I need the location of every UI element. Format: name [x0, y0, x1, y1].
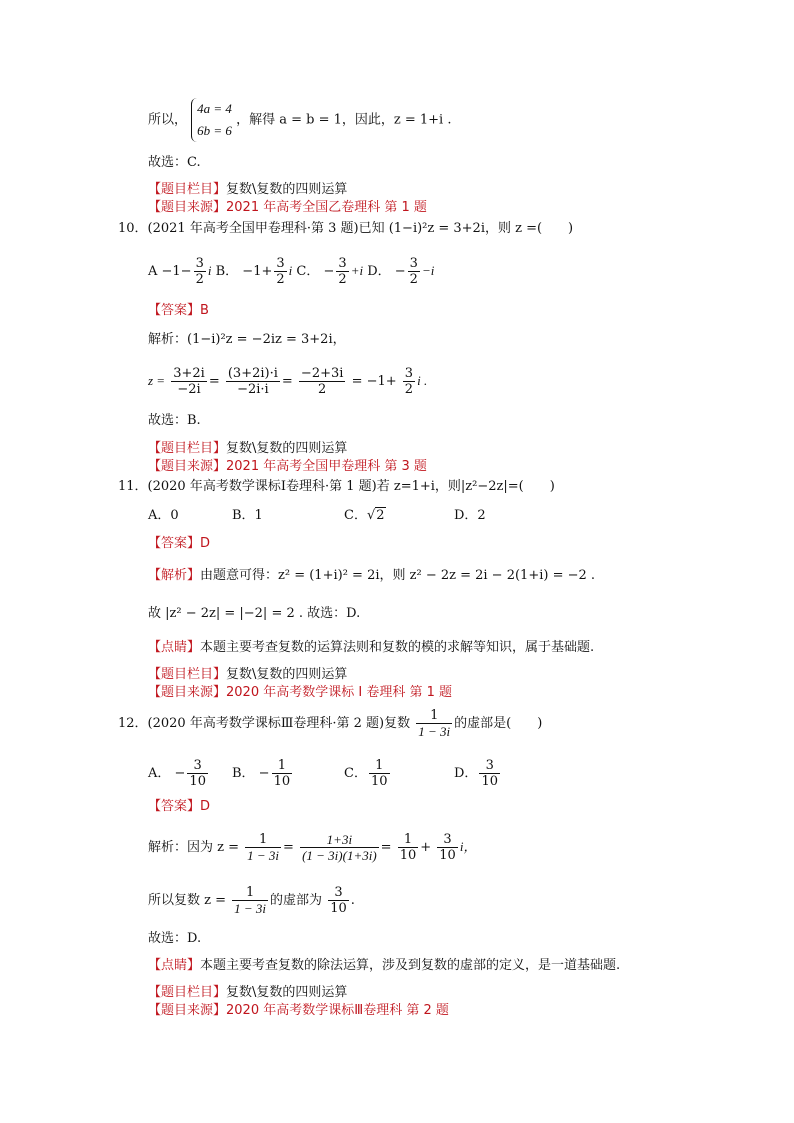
- q12-column: [148, 984, 347, 1002]
- fraction-numerator: 1+3i: [300, 832, 379, 848]
- option-d: [367, 256, 434, 287]
- text-fragment: D: [200, 536, 211, 551]
- text-fragment: D: [200, 799, 211, 814]
- q12-options: [148, 758, 608, 798]
- fraction: [274, 256, 286, 287]
- option-b: [216, 256, 293, 287]
- q11-column: [148, 666, 347, 684]
- fraction-denominator: 2: [195, 272, 204, 287]
- fraction: [272, 758, 293, 789]
- fraction-numerator: 3: [195, 256, 204, 271]
- text-fragment: = −1+: [351, 374, 397, 389]
- q10-options: [148, 256, 434, 287]
- fraction: [403, 366, 415, 397]
- fraction-denominator: 1 − 3i: [418, 724, 451, 739]
- fraction-numerator: 3: [404, 366, 414, 381]
- text-fragment: 2020 年高考数学课标Ⅲ卷理科 第 2 题: [226, 1003, 449, 1018]
- text-fragment: 【点睛】: [148, 958, 201, 973]
- q11-tip: [148, 639, 594, 657]
- fraction: [187, 758, 208, 789]
- fraction-numerator: 3: [328, 885, 349, 901]
- fraction: [171, 366, 207, 397]
- text-fragment: 本题主要考查复数的除法运算，涉及到复数的虚部的定义，是一道基础题.: [200, 958, 621, 973]
- math-text: i: [288, 263, 293, 278]
- fraction: [336, 256, 348, 287]
- math-text: A −1−: [148, 264, 192, 279]
- text-fragment: 【题目栏目】: [148, 985, 227, 1000]
- fraction-numerator: 3: [276, 256, 285, 271]
- fraction-numerator: 1: [369, 758, 390, 774]
- q11-stem: [118, 478, 555, 496]
- text-fragment: 【点睛】: [148, 640, 201, 655]
- text-fragment: 2: [376, 508, 385, 523]
- q10-stem: [118, 220, 573, 238]
- fraction-denominator: 10: [189, 774, 206, 789]
- fraction-numerator: 3+2i: [173, 366, 205, 381]
- fraction-denominator: 10: [330, 901, 347, 916]
- sys-row: 6b = 6: [197, 123, 232, 138]
- q10-choose: 故选：B.: [148, 413, 201, 428]
- text-fragment: C．: [344, 766, 367, 781]
- option-a: A．0: [148, 508, 179, 523]
- fraction-numerator: (3+2i)·i: [227, 366, 278, 381]
- equation-system: [191, 98, 232, 142]
- q12-solution-1: 解析：因为 z = $\frac{1}{1 - 3i}$ = $\frac{1+3i}{(1 - 3i)(1+3i)}$ = $\frac{1}{10}$ + $\frac{3}{10}$ i，: [148, 832, 477, 863]
- fraction-denominator: 10: [370, 774, 388, 789]
- q12-source: [148, 1002, 449, 1020]
- q11-explanation-2: 故 |z² − 2z| = |−2| = 2 . 故选：D.: [148, 606, 361, 621]
- q10-answer: [148, 302, 209, 320]
- fraction-denominator: 10: [481, 774, 498, 789]
- fraction: [245, 832, 281, 863]
- fraction-denominator: 1 − 3i: [247, 848, 280, 863]
- math-text: B． −1+: [215, 264, 273, 279]
- q9-source: [148, 199, 427, 217]
- question-stem: (2021 年高考全国甲卷理科·第 3 题)已知 (1−i)²z = 3+2i，则 z =( ): [147, 221, 574, 236]
- text-fragment: 【题目来源】: [148, 1003, 227, 1018]
- text-fragment: 【答案】: [148, 799, 201, 814]
- column-label: 【题目栏目】: [148, 182, 227, 197]
- option-a: [148, 256, 211, 287]
- fraction-numerator: 3: [479, 758, 500, 774]
- option-a: [148, 758, 210, 789]
- source-text: 2021 年高考全国乙卷理科 第 1 题: [226, 200, 427, 215]
- fraction: [328, 885, 349, 916]
- text-fragment: 的虚部是( ): [454, 716, 543, 731]
- text-fragment: A． −: [148, 766, 186, 781]
- q11-answer: [148, 535, 210, 553]
- q9-choose: 故选：C.: [148, 155, 201, 170]
- fraction: [226, 366, 280, 397]
- text-fragment: 2021 年高考全国甲卷理科 第 3 题: [226, 459, 427, 474]
- fraction: [416, 708, 452, 739]
- text-fragment: 【题目来源】: [148, 459, 227, 474]
- math-text: +i: [350, 263, 364, 278]
- q12-tip: [148, 957, 620, 975]
- text-fragment: 【题目栏目】: [148, 667, 227, 682]
- text-fragment: 【题目来源】: [148, 685, 227, 700]
- fraction-numerator: 3: [187, 758, 208, 774]
- fraction-numerator: 3: [437, 832, 458, 848]
- fraction: [408, 256, 420, 287]
- fraction-numerator: −2+3i: [300, 366, 344, 381]
- fraction-denominator: 2: [404, 382, 414, 397]
- text-fragment: 所以复数 z =: [148, 893, 227, 908]
- text-fragment: 由题意可得：z² = (1+i)² = 2i，则 z² − 2z = 2i − 2(1+i) = −2 .: [200, 568, 596, 583]
- option-c: [344, 758, 392, 789]
- fraction: [398, 832, 419, 863]
- option-b: [232, 758, 294, 789]
- text-fragment: C．: [344, 508, 367, 523]
- fraction: [299, 366, 346, 397]
- fraction-numerator: 3: [409, 256, 418, 271]
- fraction-numerator: 3: [338, 256, 347, 271]
- q12-choose: 故选：D.: [148, 931, 202, 946]
- source-label: 【题目来源】: [148, 200, 227, 215]
- q12-stem: [118, 708, 542, 739]
- text-fragment: 解析：因为 z =: [148, 840, 240, 855]
- option-c: [296, 256, 363, 287]
- answer-label: 【答案】: [148, 303, 201, 318]
- text-fragment: 的虚部为: [270, 893, 323, 908]
- math-text: −i: [421, 263, 435, 278]
- fraction: [369, 758, 390, 789]
- text-fragment: 【解析】: [148, 568, 201, 583]
- fraction-numerator: 1: [245, 832, 281, 848]
- text-fragment: 12．: [118, 716, 148, 731]
- q11-explanation: [148, 567, 595, 585]
- fraction-numerator: 1: [232, 885, 268, 901]
- fraction: [479, 758, 500, 789]
- text-fragment: i，: [459, 839, 477, 854]
- fraction-denominator: 10: [273, 774, 291, 789]
- math-text: D． −: [367, 264, 406, 279]
- fraction-numerator: 1: [398, 832, 419, 848]
- column-text: 复数\复数的四则运算: [226, 182, 348, 197]
- fraction-numerator: 1: [272, 758, 293, 774]
- fraction-numerator: 1: [416, 708, 452, 724]
- fraction: [232, 885, 268, 916]
- option-d: [454, 758, 502, 789]
- q10-solution-1: 解析：(1−i)²z = −2iz = 3+2i，: [148, 332, 346, 347]
- q9-text: ，解得 a = b = 1，因此，z = 1+i .: [236, 112, 452, 128]
- fraction-denominator: (1 − 3i)(1+3i): [302, 848, 377, 863]
- text-fragment: i .: [417, 373, 428, 388]
- text-fragment: 2020 年高考数学课标 Ⅰ 卷理科 第 1 题: [226, 685, 452, 700]
- q10-column: [148, 440, 347, 458]
- text-fragment: B． −: [232, 766, 270, 781]
- answer-value: B: [200, 303, 209, 318]
- text-fragment: D．: [454, 766, 478, 781]
- q10-solution-2: z = $\frac{3+2i}{-2i}$ = $\frac{(3+2i)\cdot i}{-2i\cdot i}$ = $\frac{-2+3i}{2}$ = −1+ $\frac{3}{2}$ i .: [148, 366, 428, 397]
- text-fragment: 【答案】: [148, 536, 201, 551]
- text-fragment: z =: [148, 373, 166, 388]
- fraction: [300, 832, 379, 863]
- fraction: [194, 256, 206, 287]
- text-fragment: 复数\复数的四则运算: [226, 985, 348, 1000]
- text-fragment: 本题主要考查复数的运算法则和复数的模的求解等知识，属于基础题.: [200, 640, 595, 655]
- sys-row: 4a = 4: [197, 101, 232, 116]
- fraction: [437, 832, 458, 863]
- math-text: i: [207, 263, 212, 278]
- text-fragment: 复数\复数的四则运算: [226, 667, 348, 682]
- fraction-denominator: 10: [439, 848, 456, 863]
- fraction-denominator: −2i·i: [237, 382, 269, 397]
- text-fragment: (2020 年高考数学课标Ⅲ卷理科·第 2 题)复数: [147, 716, 411, 731]
- option-c: C．√2: [344, 508, 385, 523]
- q12-solution-2: [148, 885, 355, 916]
- option-d: D．2: [454, 508, 486, 523]
- fraction-denominator: 10: [399, 848, 417, 863]
- text-fragment: 复数\复数的四则运算: [226, 441, 348, 456]
- text-fragment: .: [350, 893, 355, 908]
- fraction-denominator: 2: [276, 272, 285, 287]
- q9-column: [148, 181, 347, 199]
- text-fragment: (2020 年高考数学课标Ⅰ卷理科·第 1 题)若 z=1+i，则|z²−2z|=( ): [147, 479, 555, 494]
- fraction-denominator: 2: [318, 382, 327, 397]
- fraction-denominator: 1 − 3i: [234, 901, 267, 916]
- option-b: B．1: [232, 508, 263, 523]
- q11-source: [148, 684, 452, 702]
- q9-text: 所以，: [148, 112, 188, 128]
- text-fragment: 【题目栏目】: [148, 441, 227, 456]
- math-text: C． −: [296, 264, 335, 279]
- fraction-denominator: 2: [409, 272, 418, 287]
- q9-solution-line: [148, 98, 451, 142]
- text-fragment: 11．: [118, 479, 148, 494]
- fraction-denominator: −2i: [177, 382, 201, 397]
- q10-source: [148, 458, 427, 476]
- q12-answer: [148, 798, 210, 816]
- fraction-denominator: 2: [338, 272, 347, 287]
- question-number: 10．: [118, 221, 148, 236]
